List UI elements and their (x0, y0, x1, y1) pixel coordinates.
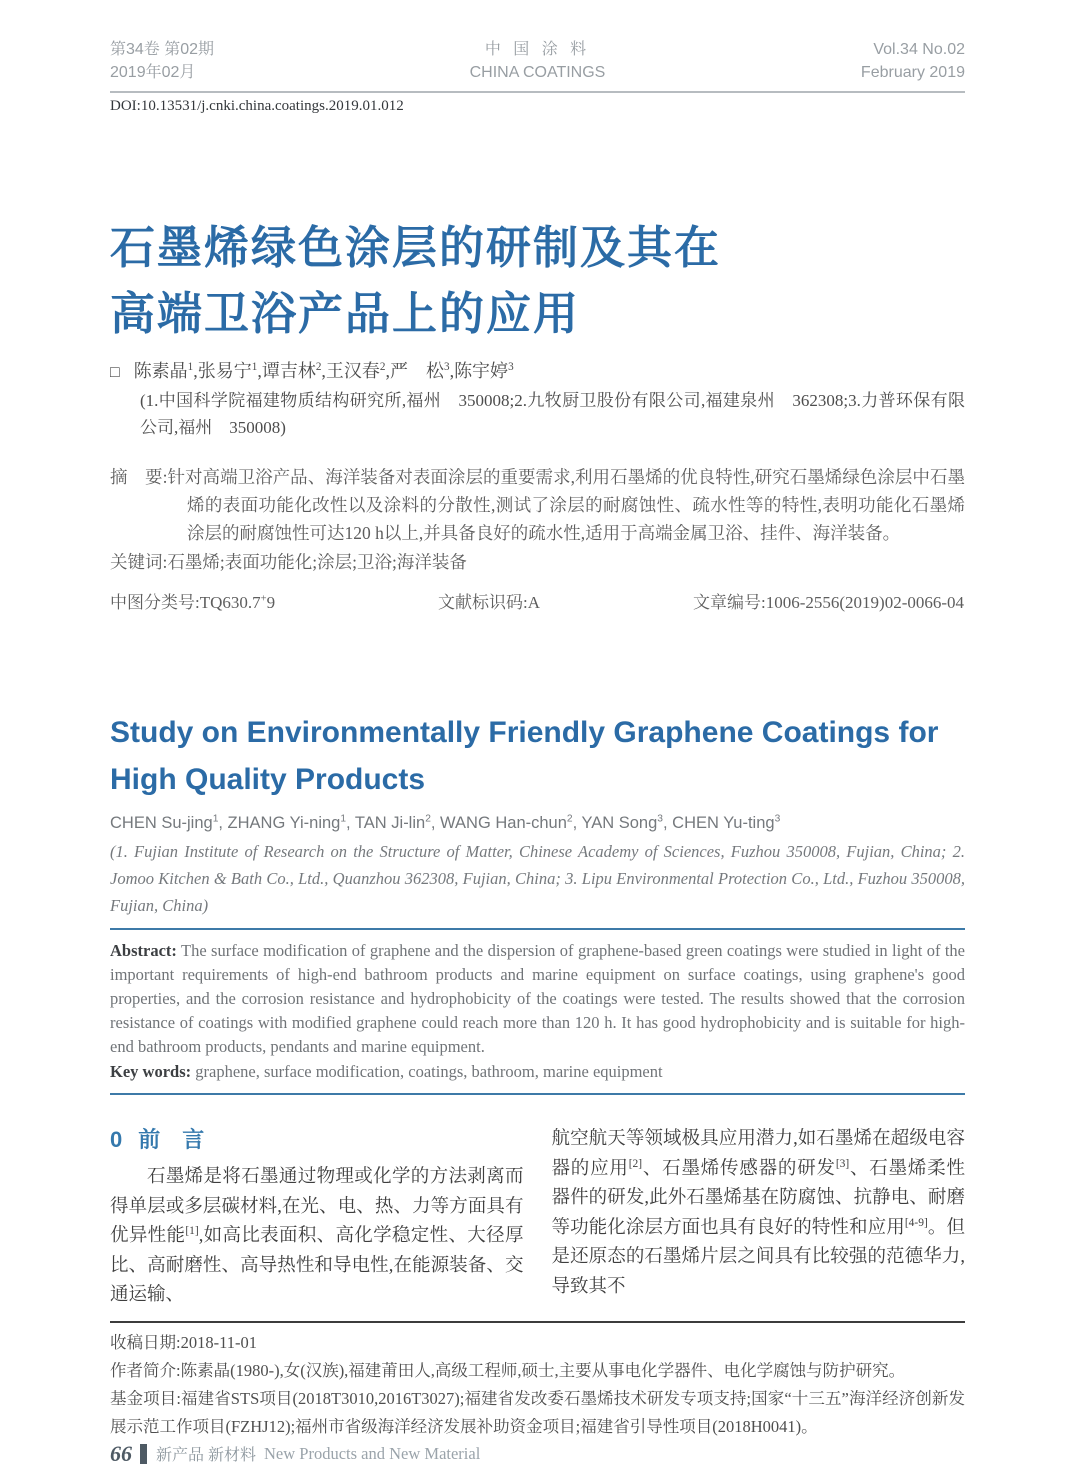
article-title-cn (110, 215, 965, 347)
authors-cn (110, 357, 965, 383)
date-en: February 2019 (860, 64, 965, 81)
document-code: 文献标识码:A (438, 593, 540, 612)
article-title-en-line1: Study on Environmentally Friendly Graphene Coatings for (110, 716, 939, 749)
article-id: 文章编号:1006-2556(2019)02-0066-04 (693, 593, 965, 612)
body-column-left (110, 1125, 524, 1311)
section-title: 前 言 (138, 1127, 205, 1152)
journal-name-cn: 中 国 涂 料 (484, 41, 591, 58)
footer-column-en: New Products and New Material (264, 1443, 481, 1463)
section-number: 0 (110, 1127, 123, 1152)
keywords-label-en: Key words: (110, 1062, 192, 1081)
footnotes (110, 1329, 965, 1441)
author-list-cn: 陈素晶$^1$,张易宁$^1$,谭吉林$^2$,王汉春$^2$,严 松$^3$,陈宇婷$^3$ (133, 361, 514, 381)
affiliation-en: (1. Fujian Institute of Research on the Structure of Matter, Chinese Academy of Sciences, Fuzhou 350008, Fujian, China; 2. Jomoo Kitchen & Bath Co., Ltd., Quanzhou 362308, Fujian, China; 3. Lipu Environmental Protection Co., Ltd., Fuzhou 350008, Fujian, China) (110, 842, 965, 915)
footnote-author-bio: 作者简介:陈素晶(1980-),女(汉族),福建莆田人,高级工程师,硕士,主要从事电化学器件、电化学腐蚀与防护研究。 (110, 1360, 906, 1380)
affiliation-cn: (1.中国科学院福建物质结构研究所,福州 350008;2.九牧厨卫股份有限公司,福建泉州 362308;3.力普环保有限公司,福州 350008) (140, 391, 965, 437)
article-title-cn-line2: 高端卫浴产品上的应用 (110, 288, 581, 339)
doi: DOI:10.13531/j.cnki.china.coatings.2019.01.012 (110, 98, 404, 114)
keywords-cn (110, 548, 965, 576)
divider-thin-blue-top (110, 928, 965, 930)
divider-thin-blue-bottom (110, 1093, 965, 1095)
article-title-en (110, 709, 965, 803)
divider-footnote (110, 1321, 965, 1323)
keywords-text-en: graphene, surface modification, coatings, bathroom, marine equipment (191, 1062, 663, 1081)
abstract-text-en: The surface modification of graphene and the dispersion of graphene-based green coatings were studied in light of the important requirements of high-end bathroom products and marine equipment on surface coatings, using graphene's good properties, and the corrosion resistance and hydrophobicity of the coatings were tested. The results showed that the corrosion resistance of coatings with modified graphene could reach more than 120 h. It has good hydrophobicity and is suitable for high-end bathroom products, pendants and marine equipment. (110, 941, 965, 1056)
article-title-en-line2: High Quality Products (110, 763, 426, 796)
abstract-en (110, 939, 965, 1059)
volume-en: Vol.34 No.02 (873, 41, 965, 58)
abstract-text-cn: 针对高端卫浴产品、海洋装备对表面涂层的重要需求,利用石墨烯的优良特性,研究石墨烯绿色涂层中石墨烯的表面功能化改性以及涂料的分散性,测试了涂层的耐腐蚀性、疏水性等的特性,表明功能化石墨烯涂层的耐腐蚀性可达120 h以上,并具备良好的疏水性,适用于高端金属卫浴、挂件、海洋装备。 (167, 467, 965, 543)
journal-header (110, 38, 965, 93)
footer-column-cn: 新产品 新材料 (156, 1447, 257, 1464)
header-issue-info (110, 38, 214, 84)
issue-volume-cn: 第34卷 第02期 (110, 41, 215, 58)
keywords-en (110, 1060, 965, 1084)
page-footer (110, 1441, 965, 1467)
authors-en: CHEN Su-jing$^1$, ZHANG Yi-ning$^1$, TAN Ji-lin$^2$, WANG Han-chun$^2$, YAN Song$^3$, CHEN Yu-ting$^3$ (110, 813, 781, 832)
article-meta-row (110, 588, 965, 613)
body-column-right (552, 1125, 966, 1311)
keywords-text-cn: 石墨烯;表面功能化;涂层;卫浴;海洋装备 (167, 552, 467, 572)
issue-date-cn: 2019年02月 (110, 64, 196, 81)
abstract-label-en: Abstract: (110, 941, 177, 960)
body-paragraph-right: 航空航天等领域极具应用潜力,如石墨烯在超级电容器的应用[2]、石墨烯传感器的研发[3]、石墨烯柔性器件的研发,此外石墨烯基在防腐蚀、抗静电、耐磨等功能化涂层方面也具有良好的特性和应用[4-9]。但是还原态的石墨烯片层之间具有比较强的范德华力,导致其不 (551, 1129, 965, 1297)
body-columns (110, 1125, 965, 1311)
clc-number: 中图分类号:TQ630.7+9 (110, 593, 276, 612)
footnote-funding: 基金项目:福建省STS项目(2018T3010,2016T3027);福建省发改委石墨烯技术研发专项支持;国家“十三五”海洋经济创新发展示范工作项目(FZHJ12);福州市省级海洋经济发展补助资金项目;福建省引导性项目(2018H0041)。 (110, 1388, 965, 1436)
footer-bar-icon (140, 1444, 147, 1464)
abstract-label-cn: 摘 要: (110, 467, 168, 487)
header-volume-info (861, 38, 965, 84)
author-marker-icon: □ (110, 364, 120, 381)
section-heading (110, 1125, 524, 1155)
body-paragraph-left: 石墨烯是将石墨通过物理或化学的方法剥离而得单层或多层碳材料,在光、电、热、力等方面具有优异性能[1],如高比表面积、高化学稳定性、大径厚比、高耐磨性、高导热性和导电性,在能源装备、交通运输、 (110, 1167, 524, 1305)
footnote-received-date: 收稿日期:2018-11-01 (110, 1332, 257, 1352)
abstract-cn (110, 463, 965, 547)
header-journal-name (470, 38, 606, 84)
article-title-cn-line1: 石墨烯绿色涂层的研制及其在 (110, 222, 722, 273)
page-number: 66 (110, 1440, 132, 1466)
keywords-label-cn: 关键词: (110, 552, 168, 572)
journal-name-en: CHINA COATINGS (469, 64, 606, 81)
